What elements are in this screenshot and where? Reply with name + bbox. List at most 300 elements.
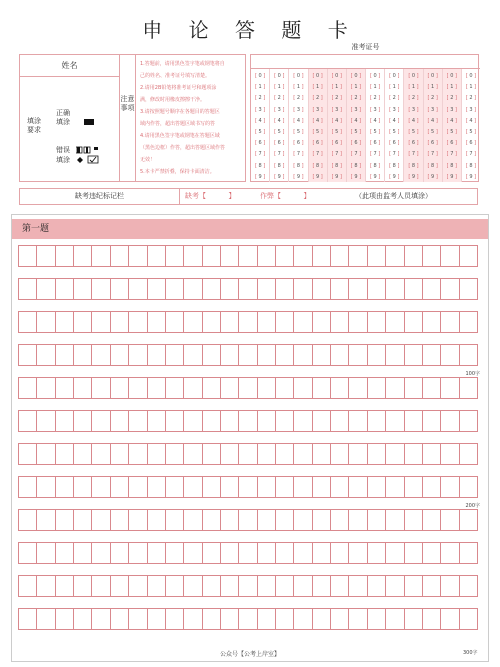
grid-cell[interactable] [183,344,201,366]
exam-digit-bubble[interactable]: [ 9 ] [369,173,381,180]
exam-digit-bubble[interactable]: [ 4 ] [274,117,285,124]
grid-cell[interactable] [404,608,422,630]
grid-cell[interactable] [91,311,109,333]
exam-digit-bubble[interactable]: [ 6 ] [369,140,381,147]
grid-cell[interactable] [459,278,478,300]
grid-cell[interactable] [91,476,109,498]
grid-cell[interactable] [459,245,478,267]
grid-cell[interactable] [422,344,440,366]
exam-digit-bubble[interactable]: [ 8 ] [293,162,304,169]
grid-cell[interactable] [147,278,165,300]
exam-digit-bubble[interactable]: [ 9 ] [274,173,285,180]
grid-cell[interactable] [312,245,330,267]
exam-digit-bubble[interactable]: [ 4 ] [331,117,342,124]
grid-cell[interactable] [128,476,146,498]
grid-cell[interactable] [348,377,366,399]
grid-cell[interactable] [367,410,385,432]
grid-cell[interactable] [91,245,109,267]
exam-digit-bubble[interactable]: [ 8 ] [254,162,266,169]
grid-cell[interactable] [73,245,91,267]
grid-cell[interactable] [385,509,403,531]
grid-cell[interactable] [202,410,220,432]
grid-cell[interactable] [128,608,146,630]
exam-digit-bubble[interactable]: [ 8 ] [446,162,457,169]
grid-cell[interactable] [367,278,385,300]
grid-cell[interactable] [293,575,311,597]
grid-cell[interactable] [330,377,348,399]
grid-cell[interactable] [110,542,128,564]
grid-cell[interactable] [18,476,36,498]
grid-cell[interactable] [367,476,385,498]
grid-cell[interactable] [404,278,422,300]
exam-digit-bubble[interactable]: [ 6 ] [254,140,266,147]
exam-digit-bubble[interactable]: [ 7 ] [465,151,477,158]
exam-digit-bubble[interactable]: [ 1 ] [465,84,477,91]
exam-digit-bubble[interactable]: [ 0 ] [293,73,304,79]
exam-digit-bubble[interactable]: [ 7 ] [369,151,381,158]
exam-digit-bubble[interactable]: [ 4 ] [293,117,304,124]
grid-cell[interactable] [128,377,146,399]
grid-cell[interactable] [55,608,73,630]
grid-cell[interactable] [238,410,256,432]
exam-digit-bubble[interactable]: [ 5 ] [408,128,419,135]
grid-cell[interactable] [165,245,183,267]
exam-digit-bubble[interactable]: [ 5 ] [446,128,457,135]
grid-cell[interactable] [73,443,91,465]
grid-cell[interactable] [36,476,54,498]
grid-cell[interactable] [422,245,440,267]
grid-cell[interactable] [18,608,36,630]
grid-cell[interactable] [147,344,165,366]
exam-digit-bubble[interactable]: [ 5 ] [389,128,400,135]
grid-cell[interactable] [348,344,366,366]
grid-cell[interactable] [73,509,91,531]
grid-cell[interactable] [459,311,478,333]
grid-cell[interactable] [330,344,348,366]
grid-cell[interactable] [73,278,91,300]
grid-cell[interactable] [440,410,458,432]
grid-cell[interactable] [73,410,91,432]
exam-digit-bubble[interactable]: [ 7 ] [408,151,419,158]
exam-digit-bubble[interactable]: [ 0 ] [389,73,400,79]
grid-cell[interactable] [91,443,109,465]
grid-cell[interactable] [220,443,238,465]
grid-cell[interactable] [36,245,54,267]
grid-cell[interactable] [202,344,220,366]
grid-cell[interactable] [36,410,54,432]
grid-cell[interactable] [422,509,440,531]
grid-cell[interactable] [147,410,165,432]
grid-cell[interactable] [257,509,275,531]
grid-cell[interactable] [165,344,183,366]
grid-cell[interactable] [165,575,183,597]
grid-cell[interactable] [202,278,220,300]
grid-cell[interactable] [183,278,201,300]
grid-cell[interactable] [220,344,238,366]
grid-cell[interactable] [220,575,238,597]
grid-cell[interactable] [128,344,146,366]
grid-cell[interactable] [293,344,311,366]
grid-cell[interactable] [293,542,311,564]
grid-cell[interactable] [404,311,422,333]
grid-cell[interactable] [110,443,128,465]
exam-digit-bubble[interactable]: [ 4 ] [312,117,323,124]
grid-cell[interactable] [348,542,366,564]
exam-digit-bubble[interactable]: [ 9 ] [408,173,419,180]
grid-cell[interactable] [238,245,256,267]
exam-digit-bubble[interactable]: [ 5 ] [293,128,304,135]
grid-cell[interactable] [385,608,403,630]
grid-cell[interactable] [404,344,422,366]
exam-digit-bubble[interactable]: [ 2 ] [312,95,323,102]
exam-digit-bubble[interactable]: [ 3 ] [369,106,381,113]
exam-digit-bubble[interactable]: [ 3 ] [427,106,438,113]
exam-digit-bubble[interactable]: [ 3 ] [331,106,342,113]
exam-digit-bubble[interactable]: [ 8 ] [389,162,400,169]
grid-cell[interactable] [330,278,348,300]
exam-digit-bubble[interactable]: [ 8 ] [350,162,362,169]
grid-cell[interactable] [257,608,275,630]
exam-digit-bubble[interactable]: [ 3 ] [312,106,323,113]
exam-digit-bubble[interactable]: [ 1 ] [446,84,457,91]
grid-cell[interactable] [91,509,109,531]
grid-cell[interactable] [312,344,330,366]
exam-digit-bubble[interactable]: [ 5 ] [274,128,285,135]
grid-cell[interactable] [36,443,54,465]
grid-cell[interactable] [128,245,146,267]
grid-cell[interactable] [55,278,73,300]
grid-cell[interactable] [36,509,54,531]
grid-cell[interactable] [165,476,183,498]
grid-cell[interactable] [422,311,440,333]
grid-cell[interactable] [385,344,403,366]
exam-digit-bubble[interactable]: [ 0 ] [408,73,419,79]
grid-cell[interactable] [165,443,183,465]
grid-cell[interactable] [91,278,109,300]
grid-cell[interactable] [257,410,275,432]
grid-cell[interactable] [275,377,293,399]
grid-cell[interactable] [385,443,403,465]
grid-cell[interactable] [55,575,73,597]
exam-digit-bubble[interactable]: [ 7 ] [293,151,304,158]
grid-cell[interactable] [55,410,73,432]
grid-cell[interactable] [422,608,440,630]
grid-cell[interactable] [18,377,36,399]
exam-digit-bubble[interactable]: [ 7 ] [427,151,438,158]
grid-cell[interactable] [55,377,73,399]
grid-cell[interactable] [110,278,128,300]
grid-cell[interactable] [110,311,128,333]
grid-cell[interactable] [459,608,478,630]
exam-digit-bubble[interactable]: [ 0 ] [331,73,342,79]
grid-cell[interactable] [440,476,458,498]
grid-cell[interactable] [312,476,330,498]
grid-cell[interactable] [330,575,348,597]
grid-cell[interactable] [293,509,311,531]
grid-cell[interactable] [330,542,348,564]
grid-cell[interactable] [91,542,109,564]
grid-cell[interactable] [348,410,366,432]
grid-cell[interactable] [440,542,458,564]
exam-digit-bubble[interactable]: [ 7 ] [312,151,323,158]
grid-cell[interactable] [459,542,478,564]
grid-cell[interactable] [440,575,458,597]
grid-cell[interactable] [330,410,348,432]
grid-cell[interactable] [202,311,220,333]
grid-cell[interactable] [404,476,422,498]
grid-cell[interactable] [459,575,478,597]
grid-cell[interactable] [367,245,385,267]
exam-digit-bubble[interactable]: [ 9 ] [293,173,304,180]
grid-cell[interactable] [147,245,165,267]
grid-cell[interactable] [91,608,109,630]
exam-digit-bubble[interactable]: [ 6 ] [312,140,323,147]
exam-digit-bubble[interactable]: [ 0 ] [350,73,362,79]
grid-cell[interactable] [73,542,91,564]
grid-cell[interactable] [128,278,146,300]
grid-cell[interactable] [330,245,348,267]
grid-cell[interactable] [18,509,36,531]
exam-digit-bubble[interactable]: [ 2 ] [350,95,362,102]
grid-cell[interactable] [91,377,109,399]
grid-cell[interactable] [110,575,128,597]
grid-cell[interactable] [257,245,275,267]
grid-cell[interactable] [440,245,458,267]
grid-cell[interactable] [128,575,146,597]
grid-cell[interactable] [385,542,403,564]
grid-cell[interactable] [220,311,238,333]
grid-cell[interactable] [55,311,73,333]
grid-cell[interactable] [257,476,275,498]
exam-digit-bubble[interactable]: [ 9 ] [331,173,342,180]
grid-cell[interactable] [293,311,311,333]
grid-cell[interactable] [257,575,275,597]
grid-cell[interactable] [73,377,91,399]
exam-digit-bubble[interactable]: [ 8 ] [369,162,381,169]
grid-cell[interactable] [440,344,458,366]
grid-cell[interactable] [312,278,330,300]
grid-cell[interactable] [202,509,220,531]
exam-digit-bubble[interactable]: [ 7 ] [331,151,342,158]
grid-cell[interactable] [183,542,201,564]
grid-cell[interactable] [257,377,275,399]
grid-cell[interactable] [348,509,366,531]
grid-cell[interactable] [367,311,385,333]
grid-cell[interactable] [183,311,201,333]
grid-cell[interactable] [128,542,146,564]
grid-cell[interactable] [91,575,109,597]
grid-cell[interactable] [202,542,220,564]
exam-digit-bubble[interactable]: [ 4 ] [369,117,381,124]
grid-cell[interactable] [238,575,256,597]
grid-cell[interactable] [459,509,478,531]
grid-cell[interactable] [367,608,385,630]
exam-digit-bubble[interactable]: [ 8 ] [274,162,285,169]
grid-cell[interactable] [385,245,403,267]
grid-cell[interactable] [220,608,238,630]
grid-cell[interactable] [312,575,330,597]
grid-cell[interactable] [238,476,256,498]
grid-cell[interactable] [257,278,275,300]
exam-digit-bubble[interactable]: [ 2 ] [389,95,400,102]
grid-cell[interactable] [312,608,330,630]
exam-digit-bubble[interactable]: [ 6 ] [389,140,400,147]
grid-cell[interactable] [348,476,366,498]
grid-cell[interactable] [404,377,422,399]
exam-digit-bubble[interactable]: [ 2 ] [427,95,438,102]
grid-cell[interactable] [147,311,165,333]
exam-digit-bubble[interactable]: [ 1 ] [369,84,381,91]
grid-cell[interactable] [238,542,256,564]
grid-cell[interactable] [293,608,311,630]
exam-digit-bubble[interactable]: [ 9 ] [446,173,457,180]
grid-cell[interactable] [73,311,91,333]
grid-cell[interactable] [220,476,238,498]
exam-digit-bubble[interactable]: [ 4 ] [465,117,477,124]
grid-cell[interactable] [459,377,478,399]
exam-digit-bubble[interactable]: [ 3 ] [408,106,419,113]
grid-cell[interactable] [110,608,128,630]
exam-digit-bubble[interactable]: [ 6 ] [274,140,285,147]
grid-cell[interactable] [275,278,293,300]
grid-cell[interactable] [293,377,311,399]
grid-cell[interactable] [238,278,256,300]
exam-digit-bubble[interactable]: [ 8 ] [312,162,323,169]
grid-cell[interactable] [404,542,422,564]
exam-digit-bubble[interactable]: [ 3 ] [446,106,457,113]
grid-cell[interactable] [55,509,73,531]
grid-cell[interactable] [165,542,183,564]
grid-cell[interactable] [183,476,201,498]
grid-cell[interactable] [348,278,366,300]
grid-cell[interactable] [202,377,220,399]
grid-cell[interactable] [404,410,422,432]
exam-digit-bubble[interactable]: [ 0 ] [427,73,438,79]
exam-digit-bubble[interactable]: [ 3 ] [274,106,285,113]
exam-digit-bubble[interactable]: [ 2 ] [446,95,457,102]
exam-digit-bubble[interactable]: [ 8 ] [427,162,438,169]
grid-cell[interactable] [367,377,385,399]
grid-cell[interactable] [220,542,238,564]
grid-cell[interactable] [128,443,146,465]
grid-cell[interactable] [312,443,330,465]
exam-digit-bubble[interactable]: [ 1 ] [389,84,400,91]
grid-cell[interactable] [183,245,201,267]
exam-digit-bubble[interactable]: [ 7 ] [274,151,285,158]
grid-cell[interactable] [312,311,330,333]
exam-digit-bubble[interactable]: [ 1 ] [408,84,419,91]
exam-digit-bubble[interactable]: [ 2 ] [408,95,419,102]
grid-cell[interactable] [385,410,403,432]
grid-cell[interactable] [312,542,330,564]
grid-cell[interactable] [36,311,54,333]
grid-cell[interactable] [183,509,201,531]
grid-cell[interactable] [55,542,73,564]
exam-digit-bubble[interactable]: [ 4 ] [446,117,457,124]
grid-cell[interactable] [385,311,403,333]
grid-cell[interactable] [440,443,458,465]
exam-digit-bubble[interactable]: [ 4 ] [254,117,266,124]
grid-cell[interactable] [330,443,348,465]
grid-cell[interactable] [55,344,73,366]
grid-cell[interactable] [367,542,385,564]
grid-cell[interactable] [367,509,385,531]
grid-cell[interactable] [73,608,91,630]
grid-cell[interactable] [147,476,165,498]
grid-cell[interactable] [293,245,311,267]
grid-cell[interactable] [36,377,54,399]
exam-digit-bubble[interactable]: [ 0 ] [274,73,285,79]
grid-cell[interactable] [147,509,165,531]
exam-digit-bubble[interactable]: [ 8 ] [331,162,342,169]
grid-cell[interactable] [165,311,183,333]
grid-cell[interactable] [147,377,165,399]
grid-cell[interactable] [367,443,385,465]
grid-cell[interactable] [275,575,293,597]
grid-cell[interactable] [220,410,238,432]
grid-cell[interactable] [440,311,458,333]
grid-cell[interactable] [73,344,91,366]
exam-digit-bubble[interactable]: [ 8 ] [465,162,477,169]
grid-cell[interactable] [275,245,293,267]
exam-digit-bubble[interactable]: [ 1 ] [254,84,266,91]
grid-cell[interactable] [385,476,403,498]
grid-cell[interactable] [147,443,165,465]
grid-cell[interactable] [348,443,366,465]
exam-number-write-row[interactable] [251,55,480,69]
exam-digit-bubble[interactable]: [ 3 ] [254,106,266,113]
grid-cell[interactable] [257,344,275,366]
exam-digit-bubble[interactable]: [ 9 ] [312,173,323,180]
grid-cell[interactable] [183,608,201,630]
grid-cell[interactable] [275,410,293,432]
grid-cell[interactable] [275,608,293,630]
grid-cell[interactable] [183,377,201,399]
exam-digit-bubble[interactable]: [ 9 ] [350,173,362,180]
exam-digit-bubble[interactable]: [ 4 ] [427,117,438,124]
grid-cell[interactable] [147,575,165,597]
grid-cell[interactable] [312,410,330,432]
grid-cell[interactable] [422,575,440,597]
grid-cell[interactable] [275,542,293,564]
grid-cell[interactable] [293,410,311,432]
grid-cell[interactable] [275,344,293,366]
grid-cell[interactable] [312,509,330,531]
grid-cell[interactable] [18,245,36,267]
exam-digit-bubble[interactable]: [ 1 ] [350,84,362,91]
exam-digit-bubble[interactable]: [ 6 ] [331,140,342,147]
grid-cell[interactable] [330,476,348,498]
grid-cell[interactable] [238,509,256,531]
grid-cell[interactable] [367,344,385,366]
grid-cell[interactable] [404,575,422,597]
grid-cell[interactable] [385,278,403,300]
exam-digit-bubble[interactable]: [ 9 ] [465,173,477,180]
grid-cell[interactable] [183,443,201,465]
grid-cell[interactable] [202,608,220,630]
grid-cell[interactable] [404,245,422,267]
grid-cell[interactable] [202,575,220,597]
grid-cell[interactable] [348,245,366,267]
exam-digit-bubble[interactable]: [ 5 ] [350,128,362,135]
exam-digit-bubble[interactable]: [ 3 ] [389,106,400,113]
grid-cell[interactable] [36,344,54,366]
grid-cell[interactable] [385,575,403,597]
exam-digit-bubble[interactable]: [ 0 ] [312,73,323,79]
grid-cell[interactable] [275,509,293,531]
grid-cell[interactable] [55,476,73,498]
grid-cell[interactable] [459,344,478,366]
